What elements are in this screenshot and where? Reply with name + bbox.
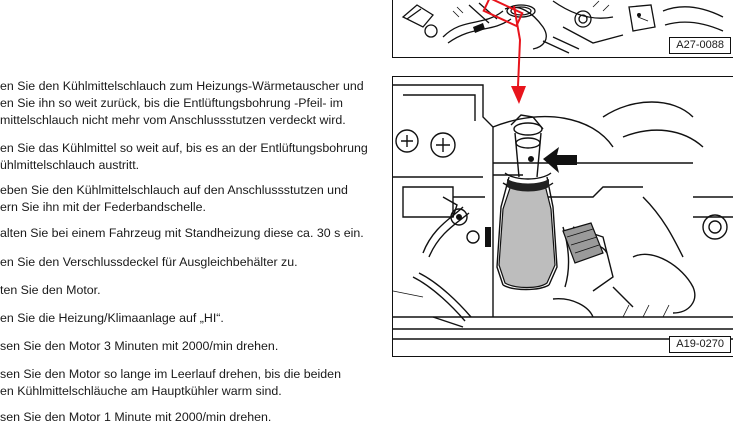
instruction-step <box>0 338 278 355</box>
instruction-step <box>0 140 368 174</box>
instruction-line: sen Sie den Motor 3 Minuten mit 2000/min drehen. <box>0 339 279 353</box>
instruction-step <box>0 182 348 216</box>
figure-top-engine-detail <box>392 0 733 58</box>
instruction-step <box>0 409 271 426</box>
instruction-line: mittelschlauch nicht mehr vom Anschlussstutzen verdeckt wird. <box>0 113 346 127</box>
instruction-line: sen Sie den Motor 1 Minute mit 2000/min drehen. <box>0 410 272 424</box>
instruction-line: en Kühlmittelschläuche am Hauptkühler warm sind. <box>0 384 282 398</box>
instruction-line: en Sie den Verschlussdeckel für Ausgleichbehälter zu. <box>0 255 298 269</box>
instruction-step <box>0 282 101 299</box>
figure-top-label: A27-0088 <box>669 37 731 54</box>
figure-bottom-label: A19-0270 <box>669 336 731 353</box>
instruction-step <box>0 366 341 400</box>
instruction-step <box>0 225 364 242</box>
instruction-line: en Sie den Kühlmittelschlauch zum Heizungs-Wärmetauscher und <box>0 79 364 93</box>
instruction-line: en Sie die Heizung/Klimaanlage auf „HI“. <box>0 311 224 325</box>
instruction-step <box>0 310 224 327</box>
figure-bottom-coolant-hose <box>392 76 733 357</box>
instruction-line: sen Sie den Motor so lange im Leerlauf drehen, bis die beiden <box>0 367 341 381</box>
figure-bottom-drawing <box>393 77 733 357</box>
instruction-step <box>0 254 298 271</box>
instruction-line: ten Sie den Motor. <box>0 283 101 297</box>
instruction-line: alten Sie bei einem Fahrzeug mit Standheizung diese ca. 30 s ein. <box>0 226 364 240</box>
instruction-line: ern Sie ihn mit der Federbandschelle. <box>0 200 206 214</box>
instruction-line: ühlmittelschlauch austritt. <box>0 158 140 172</box>
instruction-line: en Sie das Kühlmittel so weit auf, bis es an der Entlüftungsbohrung <box>0 141 368 155</box>
instruction-step <box>0 78 364 129</box>
instruction-line: eben Sie den Kühlmittelschlauch auf den Anschlussstutzen und <box>0 183 348 197</box>
instruction-line: en Sie ihn so weit zurück, bis die Entlüftungsbohrung -Pfeil- im <box>0 96 343 110</box>
